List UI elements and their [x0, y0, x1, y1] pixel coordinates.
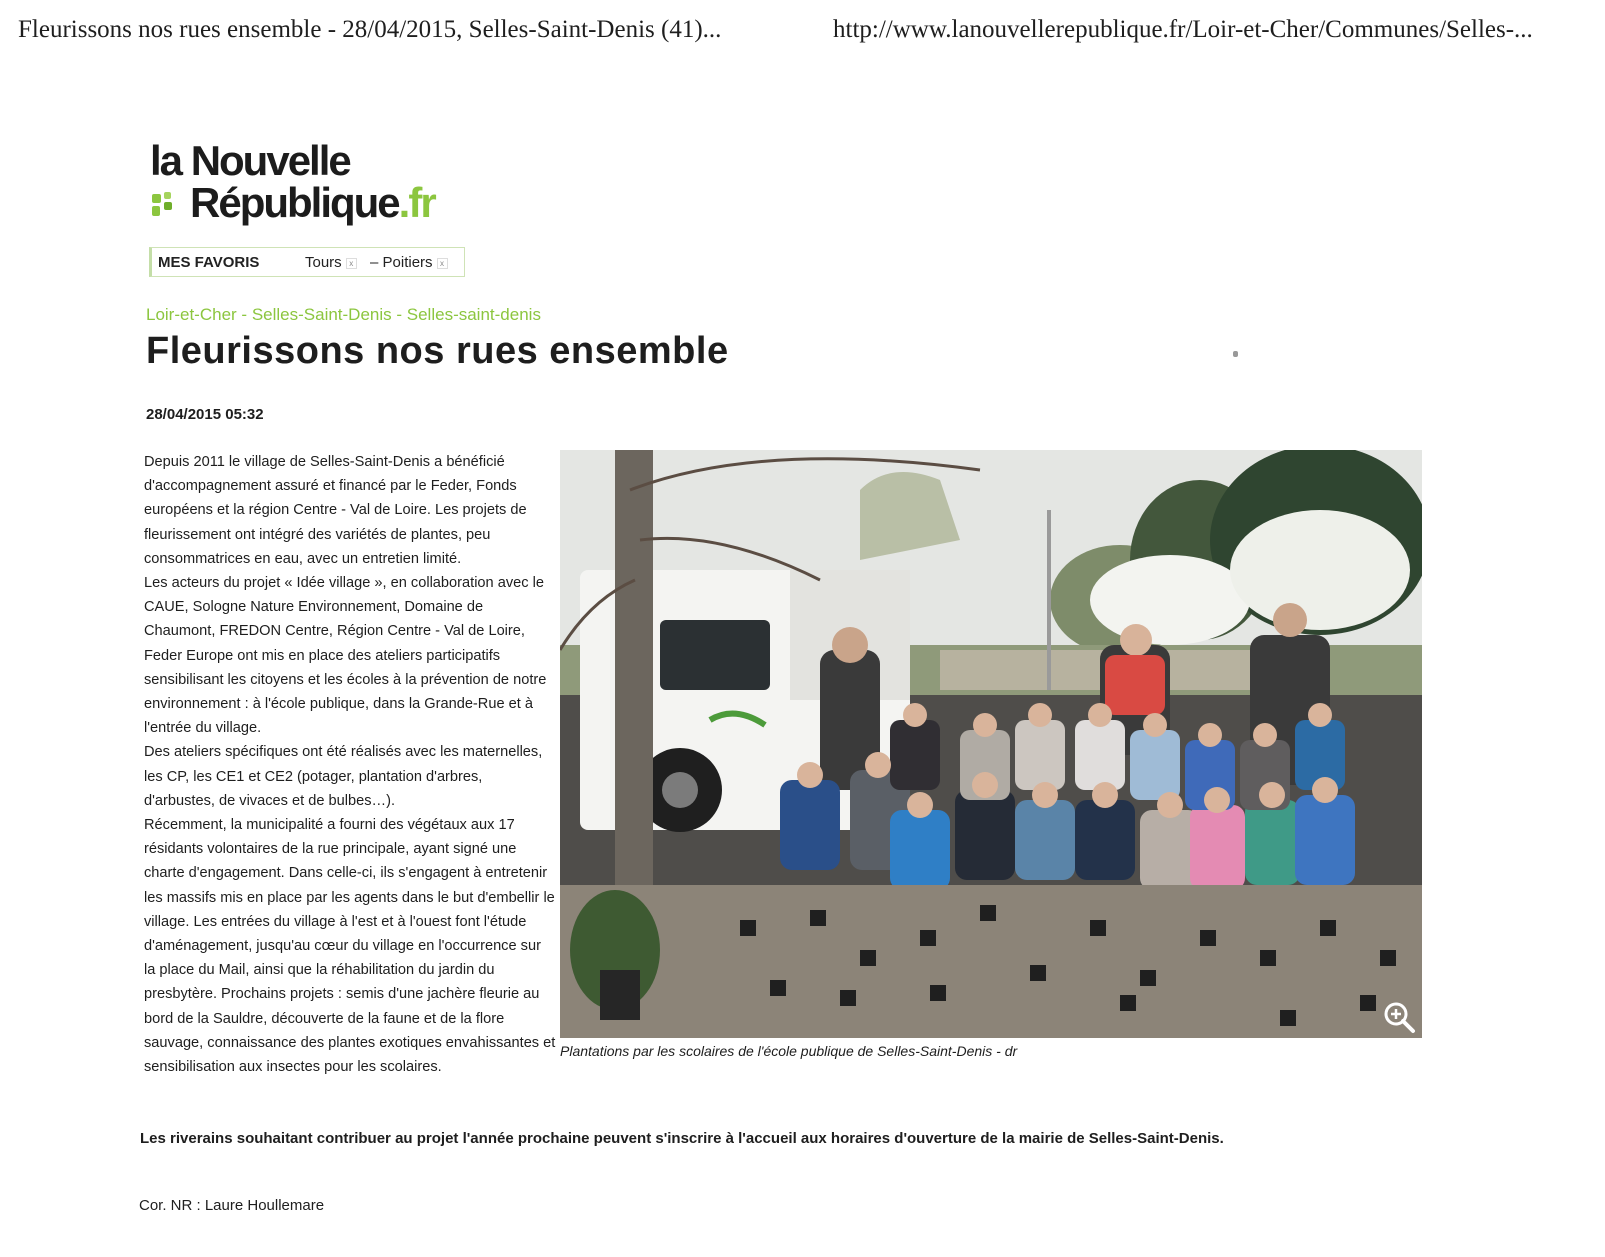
- zoom-in-icon[interactable]: [1382, 1000, 1416, 1034]
- close-icon[interactable]: x: [346, 258, 357, 269]
- article-paragraph: Depuis 2011 le village de Selles-Saint-Denis a bénéficié d'accompagnement assuré et financé par le Feder, Fonds européens et la région Centre - Val de Loire. Les projets de fleurissement ont intégré des variétés de plantes, peu consommatrices en eau, avec un entretien limité.: [144, 454, 527, 567]
- logo-line-1: la Nouvelle: [150, 137, 350, 184]
- article-footnote: Les riverains souhaitant contribuer au projet l'année prochaine peuvent s'inscrire à l'accueil aux horaires d'ouverture de la mairie de Selles-Saint-Denis.: [140, 1130, 1224, 1147]
- photo-caption: Plantations par les scolaires de l'école publique de Selles-Saint-Denis - dr: [560, 1043, 1018, 1059]
- breadcrumb-item-department[interactable]: Loir-et-Cher: [146, 305, 237, 324]
- breadcrumb-item-commune[interactable]: Selles-Saint-Denis: [251, 305, 392, 324]
- favorites-label: MES FAVORIS: [158, 254, 260, 271]
- breadcrumb-separator: -: [391, 305, 407, 324]
- site-logo[interactable]: [150, 137, 480, 228]
- favorite-item-tours[interactable]: [305, 254, 357, 271]
- article-title: Fleurissons nos rues ensemble: [146, 330, 729, 372]
- scan-speck: [1233, 351, 1238, 357]
- print-header-url: http://www.lanouvellerepublique.fr/Loir-et-Cher/Communes/Selles-...: [833, 16, 1533, 43]
- breadcrumb: [146, 305, 541, 325]
- favorites-bar: [149, 247, 465, 277]
- article-paragraph: Les acteurs du projet « Idée village », en collaboration avec le CAUE, Sologne Nature Environnement, Domaine de Chaumont, FREDON Centre, Région Centre - Val de Loire, Feder Europe ont mis en place des ateliers participatifs sensibilisant les citoyens et les écoles à la prévention de notre environnement : à l'école publique, dans la Grande-Rue et à l'entrée du village.: [144, 575, 547, 737]
- article-paragraph: Des ateliers spécifiques ont été réalisés avec les maternelles, les CP, les CE1 et CE2 (potager, plantation d'arbres, d'arbustes, de vivaces et de bulbes…).: [144, 744, 543, 809]
- nr-logo-mark-icon: [150, 190, 180, 220]
- print-header-title: Fleurissons nos rues ensemble - 28/04/2015, Selles-Saint-Denis (41)...: [18, 16, 722, 43]
- logo-tld: .fr: [398, 179, 435, 226]
- article-date: 28/04/2015 05:32: [146, 406, 264, 423]
- logo-name: République: [190, 179, 399, 226]
- photo-illustration: [560, 450, 1422, 1038]
- article-byline: Cor. NR : Laure Houllemare: [139, 1197, 325, 1214]
- favorite-label: – Poitiers: [370, 254, 433, 271]
- close-icon[interactable]: x: [437, 258, 448, 269]
- article-paragraph: Récemment, la municipalité a fourni des végétaux aux 17 résidants volontaires de la rue principale, ayant signé une charte d'engagement. Dans celle-ci, ils s'engagent à entretenir les massifs mis en place par les agents dans le but d'embellir le village. Les entrées du village à l'est et à l'ouest font l'étude d'aménagement, jusqu'au cœur du village en l'occurrence sur la place du Mail, ainsi que la réhabilitation du jardin du presbytère. Prochains projets : semis d'une jachère fleurie au bord de la Sauldre, découverte de la faune et de la flore sauvage, connaissance des plantes exotiques envahissantes et sensibilisation aux insectes pour les scolaires.: [144, 817, 556, 1076]
- breadcrumb-separator: -: [236, 305, 252, 324]
- article-body: [144, 450, 556, 1079]
- breadcrumb-item-tag[interactable]: Selles-saint-denis: [406, 305, 541, 324]
- favorite-label: Tours: [305, 254, 342, 271]
- logo-line-2: [190, 180, 435, 226]
- print-header: [18, 16, 1595, 50]
- article-photo[interactable]: [560, 450, 1422, 1038]
- favorite-item-poitiers[interactable]: [370, 254, 448, 271]
